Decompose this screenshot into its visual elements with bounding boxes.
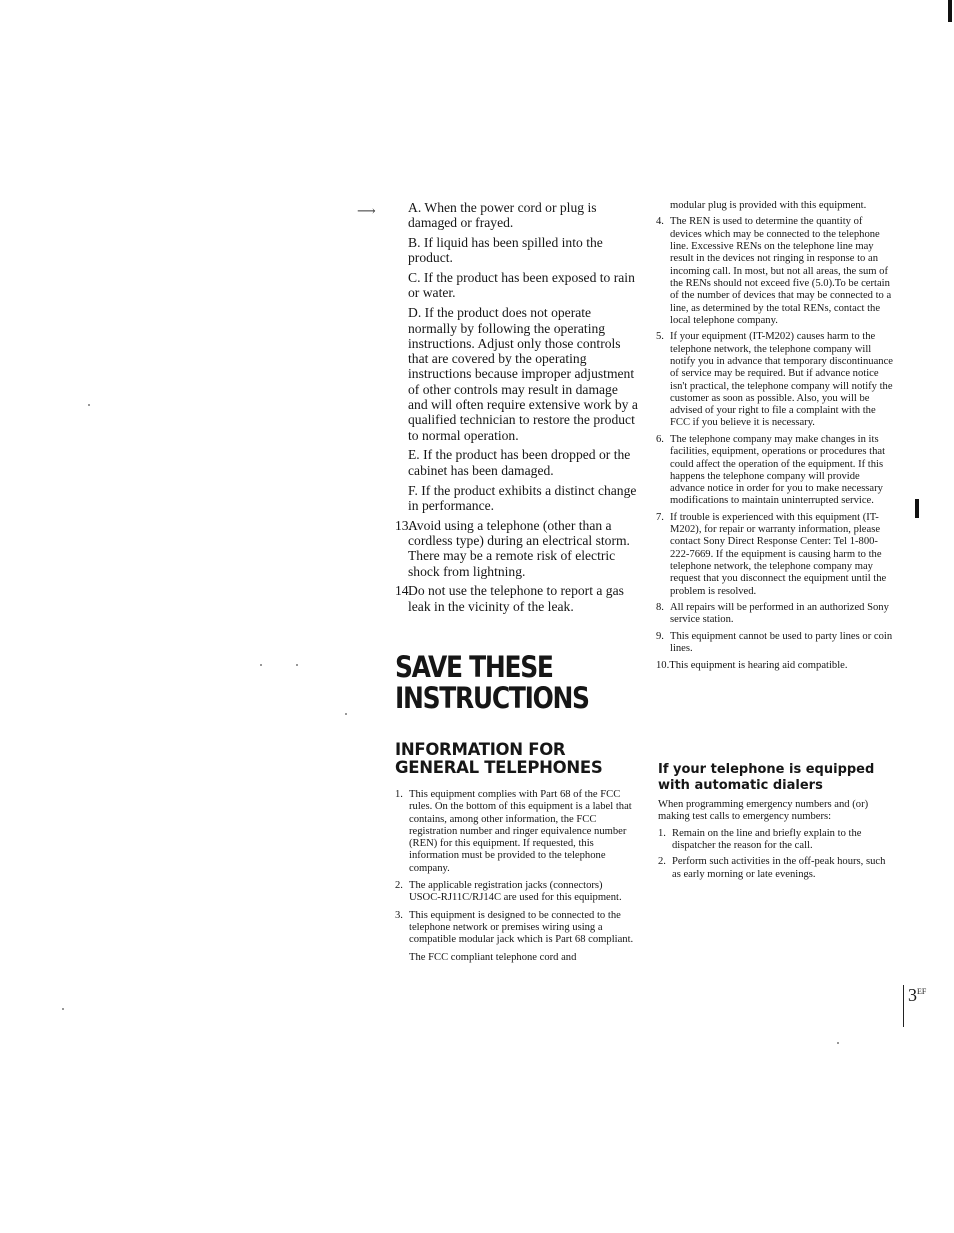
scan-speck: [88, 404, 90, 406]
item-number: 1.: [658, 827, 666, 839]
fcc-info-list: [395, 789, 635, 964]
change-bar: [915, 499, 919, 518]
sub-item-f: F. If the product exhibits a distinct change in performance.: [408, 482, 637, 513]
fcc-item-7: [656, 512, 896, 598]
page-number-rule: [903, 985, 904, 1027]
scan-speck: [345, 713, 347, 715]
automatic-dialers-heading: If your telephone is equipped with automatic dialers: [658, 762, 875, 793]
fcc-item-9: [656, 631, 896, 656]
item-text: This equipment complies with Part 68 of the FCC rules. On the bottom of this equipment is a label that contains, among other information, the FCC registration number and ringer equivalence number (REN) for this equipment. If requested, this information must be provided to the telephone company.: [409, 789, 632, 874]
fcc-item-8: [656, 602, 896, 627]
item-text: This equipment cannot be used to party lines or coin lines.: [670, 630, 893, 655]
save-instructions-heading: SAVE THESE INSTRUCTIONS: [395, 650, 589, 715]
item-3-continued: modular plug is provided with this equipment.: [670, 200, 867, 211]
sub-item-e: E. If the product has been dropped or the cabinet has been damaged.: [408, 447, 631, 478]
sub-item-list: [395, 200, 640, 618]
item-number: 13.: [395, 517, 412, 533]
item-text: The applicable registration jacks (connectors) USOC-RJ11C/RJ14C are used for this equipment.: [409, 880, 622, 904]
numbered-item-14: [395, 583, 640, 614]
item-number: 1.: [395, 789, 403, 800]
page-number-value: 3: [908, 985, 917, 1005]
info-general-telephones-heading: INFORMATION FOR GENERAL TELEPHONES: [395, 740, 603, 777]
item-number: 9.: [656, 630, 664, 642]
item-number: 6.: [656, 433, 664, 445]
fcc-item-2: [395, 880, 635, 905]
item-text: Do not use the telephone to report a gas leak in the vicinity of the leak.: [408, 583, 624, 614]
scan-speck: [62, 1008, 64, 1010]
page-number: [908, 985, 926, 1006]
item-number: 7.: [656, 511, 664, 523]
fcc-item-3: [395, 910, 635, 947]
item-number: 14.: [395, 583, 412, 599]
item-text: All repairs will be performed in an authorized Sony service station.: [670, 602, 889, 626]
item-number: 3.: [395, 909, 403, 921]
item-number: 5.: [656, 331, 664, 343]
edge-scan-mark: [948, 0, 952, 22]
fcc-item-6: [656, 434, 896, 508]
fcc-item-4: [656, 216, 896, 327]
dialer-item-2: [658, 856, 894, 881]
fcc-item-5: [656, 331, 896, 429]
sub-item-a: A. When the power cord or plug is damaged or frayed.: [408, 200, 597, 231]
dialer-item-1: [658, 828, 894, 853]
right-list: [656, 200, 896, 676]
item-text: Perform such activities in the off-peak hours, such as early morning or late evenings.: [672, 856, 886, 880]
sub-item-d: D. If the product does not operate normally by following the operating instructions. Adjust only those controls that are covered by the operating instructions because improper adjustment of other controls may result in damage and will often require extensive work by a qualified technician to restore the product to normal operation.: [408, 305, 638, 443]
item-text: Avoid using a telephone (other than a cordless type) during an electrical storm. There may be a remote risk of electric shock from lightning.: [408, 517, 630, 579]
scan-speck: [296, 664, 298, 666]
sub-item-b: B. If liquid has been spilled into the product.: [408, 235, 603, 266]
page-number-suffix: EF: [917, 987, 927, 996]
margin-arrow-icon: ⟶: [357, 203, 376, 218]
fcc-item-3-continuation: The FCC compliant telephone cord and: [409, 951, 577, 963]
item-number: 4.: [656, 216, 664, 228]
item-text: The telephone company may make changes in its facilities, equipment, operations or procedures that could affect the operation of the equipment. If this happens the telephone company will provide advance notice in order for you to make necessary modifications to maintain uninterrupted service.: [670, 433, 886, 507]
item-text: The REN is used to determine the quantity of devices which may be connected to the telephone line. Excessive RENs on the telephone line may result in the devices not ringing in response to an incoming call. In most, but not all areas, the sum of the RENs should not exceed five (5.0).To be certain of the number of devices that may be connected to a line, as determined by the total RENs, contact the local telephone company.: [670, 216, 892, 326]
item-number: 2.: [395, 880, 403, 892]
item-text: If trouble is experienced with this equipment (IT-M202), for repair or warranty information, please contact Sony Direct Response Center: Tel 1-800-222-7669. If the equipment is causing harm to the telephone network, the telephone company may request that you disconnect the equipment until the problem is resolved.: [670, 511, 887, 597]
fcc-item-1: [395, 789, 635, 875]
item-number: 8.: [656, 602, 664, 614]
dialers-intro: When programming emergency numbers and (or) making test calls to emergency numbers:: [658, 799, 869, 823]
automatic-dialers-block: [658, 799, 894, 885]
numbered-item-13: [395, 518, 640, 579]
item-text: If your equipment (IT-M202) causes harm to the telephone network, the telephone company will notify you in advance that temporary discontinuance of service may be required. But if advance notice isn't practical, the telephone company will notify the customer as soon as possible. Also, you will be advised of your right to file a complaint with the FCC if you believe it is necessary.: [670, 331, 893, 429]
item-text: This equipment is designed to be connected to the telephone network or premises wiring using a compatible modular jack which is Part 68 compliant.: [409, 909, 634, 946]
scan-speck: [837, 1042, 839, 1044]
item-number: 2.: [658, 856, 666, 868]
fcc-item-10: 10.This equipment is hearing aid compatible.: [656, 659, 848, 671]
sub-item-c: C. If the product has been exposed to rain or water.: [408, 270, 635, 301]
scan-speck: [260, 664, 262, 666]
item-text: Remain on the line and briefly explain to the dispatcher the reason for the call.: [672, 827, 862, 851]
